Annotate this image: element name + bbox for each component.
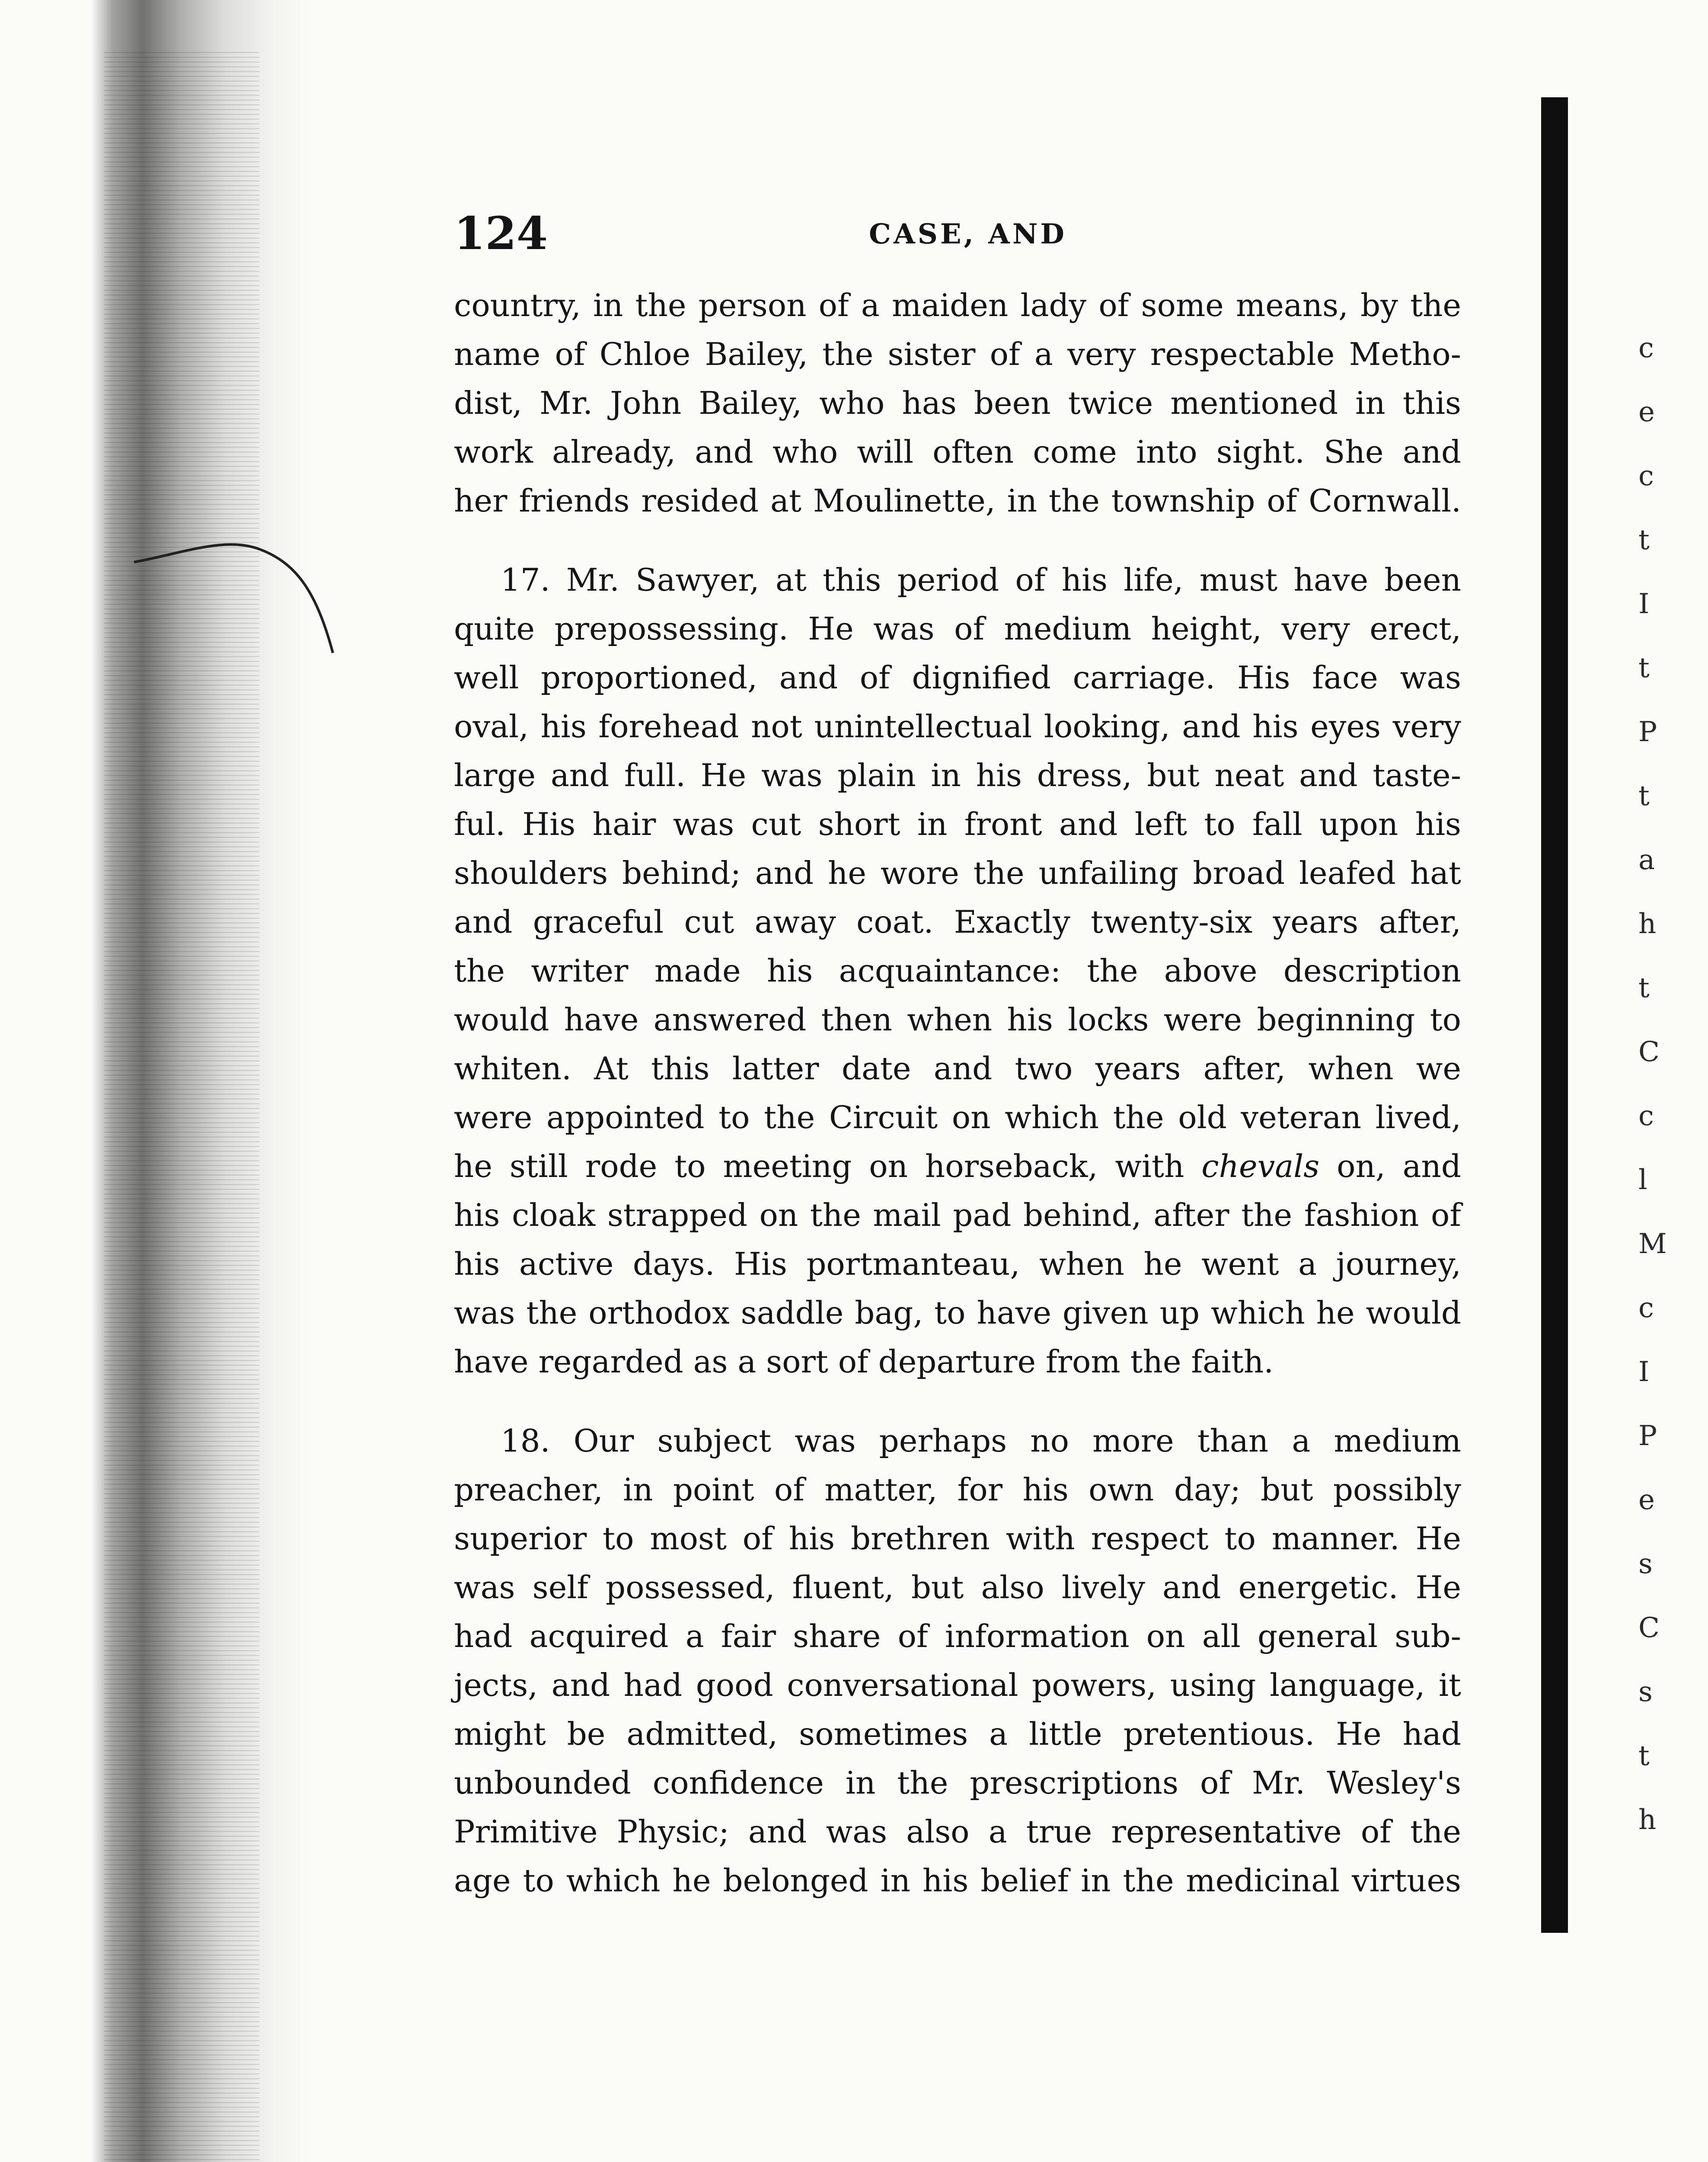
text-line: work already, and who will often come into sight. She and (454, 434, 1461, 470)
text-line: was self possessed, fluent, but also lively and energetic. He (454, 1569, 1461, 1606)
text-line: ful. His hair was cut short in front and left to fall upon his (454, 806, 1461, 842)
scan-noise (104, 52, 259, 2162)
text-line: preacher, in point of matter, for his own day; but possibly (454, 1471, 1461, 1508)
facing-page-glyph: h (1638, 908, 1657, 940)
facing-page-glyph: c (1638, 332, 1654, 364)
text-run: he still rode to meeting on horseback, with (454, 1148, 1184, 1184)
italic-word: chevals (1201, 1148, 1320, 1184)
text-line: unbounded confidence in the prescriptions of Mr. Wesley's (454, 1765, 1461, 1801)
text-run: on, and (1337, 1148, 1462, 1184)
facing-page-glyph: t (1638, 524, 1650, 556)
text-line: his active days. His portmanteau, when he went a journey, (454, 1246, 1461, 1282)
facing-page-glyph: c (1638, 1292, 1654, 1324)
text-line: would have answered then when his locks were beginning to (454, 1001, 1461, 1038)
facing-page-glyph: M (1638, 1228, 1667, 1260)
text-line: had acquired a fair share of information on all general sub- (454, 1618, 1461, 1654)
text-line: well proportioned, and of dignified carriage. His face was (454, 659, 1461, 696)
text-line: age to which he belonged in his belief in the medicinal virtues (454, 1862, 1461, 1899)
facing-page-glyph: l (1638, 1164, 1647, 1196)
facing-page-glyph: h (1638, 1804, 1657, 1836)
paragraph-1 (454, 281, 1461, 525)
stray-pen-mark (130, 510, 354, 666)
text-line: were appointed to the Circuit on which the old veteran lived, (454, 1099, 1461, 1135)
text-line: was the orthodox saddle bag, to have given up which he would (454, 1295, 1461, 1331)
facing-page-glyph: t (1638, 780, 1650, 812)
facing-page-glyph: e (1638, 396, 1655, 428)
text-line: oval, his forehead not unintellectual looking, and his eyes very (454, 708, 1461, 745)
page-number: 124 (454, 207, 548, 260)
text-line: whiten. At this latter date and two years after, when we (454, 1050, 1461, 1087)
facing-page-glyph: C (1638, 1612, 1660, 1644)
text-line: name of Chloe Bailey, the sister of a very respectable Metho- (454, 336, 1461, 372)
facing-page-glyph: I (1638, 588, 1650, 620)
facing-page-glyph: I (1638, 1356, 1650, 1388)
text-line: have regarded as a sort of departure from the faith. (454, 1343, 1274, 1380)
facing-page-glyph: s (1638, 1676, 1653, 1708)
facing-page-glyph: c (1638, 1100, 1654, 1132)
text-line: her friends resided at Moulinette, in the township of Cornwall. (454, 483, 1461, 519)
text-line: 18. Our subject was perhaps no more than a medium (501, 1423, 1461, 1459)
text-line: his cloak strapped on the mail pad behind, after the fashion of (454, 1197, 1461, 1233)
text-line: dist, Mr. John Bailey, who has been twice mentioned in this (454, 385, 1461, 421)
text-line: country, in the person of a maiden lady of some means, by the (454, 287, 1461, 323)
text-line: superior to most of his brethren with respect to manner. He (454, 1520, 1461, 1557)
facing-page-glyph: C (1638, 1036, 1660, 1068)
text-line: 17. Mr. Sawyer, at this period of his life, must have been (501, 562, 1461, 598)
facing-page-glyph: t (1638, 972, 1650, 1004)
facing-page-glyph: t (1638, 1740, 1650, 1772)
paragraph-17 (454, 556, 1461, 1386)
facing-page-glyph: c (1638, 460, 1654, 492)
text-line: might be admitted, sometimes a little pretentious. He had (454, 1716, 1461, 1752)
text-line: Primitive Physic; and was also a true representative of the (454, 1813, 1461, 1850)
facing-page-glyph: t (1638, 652, 1650, 684)
facing-page-glyph: s (1638, 1548, 1653, 1580)
page-edge-bar (1541, 97, 1568, 1933)
facing-page-fragment (1638, 0, 1708, 2162)
text-line: shoulders behind; and he wore the unfailing broad leafed hat (454, 855, 1461, 891)
running-header (454, 208, 1461, 259)
paragraph-18 (454, 1417, 1461, 1905)
facing-page-glyph: a (1638, 844, 1655, 876)
text-line: jects, and had good conversational powers, using language, it (454, 1667, 1461, 1703)
text-line: the writer made his acquaintance: the above description (454, 953, 1461, 989)
running-head-title: CASE, AND (869, 218, 1067, 250)
facing-page-glyph: P (1638, 1420, 1657, 1452)
facing-page-glyph: e (1638, 1484, 1655, 1516)
facing-page-glyph: P (1638, 716, 1657, 748)
text-line: and graceful cut away coat. Exactly twenty-six years after, (454, 904, 1461, 940)
text-line: quite prepossessing. He was of medium height, very erect, (454, 611, 1461, 647)
body-text (454, 281, 1461, 1905)
text-line: large and full. He was plain in his dress, but neat and taste- (454, 757, 1461, 793)
text-line-with-italic (454, 1142, 1461, 1191)
